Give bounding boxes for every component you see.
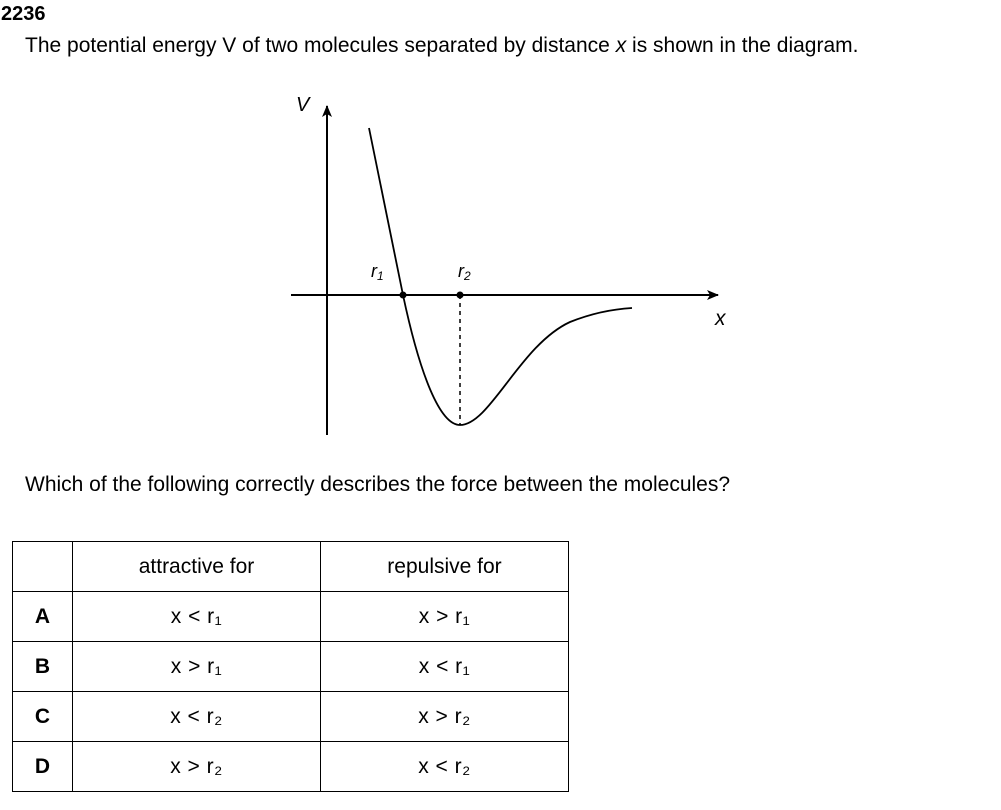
y-axis-label: V [296,94,310,116]
potential-curve [369,128,632,425]
option-letter[interactable]: C [13,692,73,742]
r2-subscript: 2 [464,269,471,283]
option-attractive: x < r₂ [73,692,321,742]
x-axis-label: x [715,307,726,330]
header-blank-cell [13,542,73,592]
option-attractive: x < r₁ [73,592,321,642]
header-attractive: attractive for [73,542,321,592]
stem-text-after: is shown in the diagram. [626,34,859,57]
option-letter[interactable]: D [13,742,73,792]
option-repulsive: x > r₂ [321,692,569,742]
option-attractive: x > r₁ [73,642,321,692]
header-repulsive: repulsive for [321,542,569,592]
stem-variable: x [615,34,627,57]
table-header-row [13,542,569,592]
r1-point [400,292,407,299]
stem-text-before: The potential energy V of two molecules separated by distance [25,34,616,57]
option-letter[interactable]: A [13,592,73,642]
question-prompt: Which of the following correctly describes the force between the molecules? [25,473,731,496]
option-row-c[interactable] [13,692,569,742]
r2-point [457,292,464,299]
r1-letter: r [371,261,377,281]
option-row-a[interactable] [13,592,569,642]
option-attractive: x > r₂ [73,742,321,792]
r1-label [371,261,384,283]
question-number: 2236 [1,3,46,25]
r1-subscript: 1 [377,269,384,283]
answer-table [12,541,569,792]
r2-label [458,261,471,283]
option-repulsive: x < r₂ [321,742,569,792]
option-repulsive: x < r₁ [321,642,569,692]
option-letter[interactable]: B [13,642,73,692]
r2-letter: r [458,261,464,281]
option-row-b[interactable] [13,642,569,692]
option-repulsive: x > r₁ [321,592,569,642]
option-row-d[interactable] [13,742,569,792]
